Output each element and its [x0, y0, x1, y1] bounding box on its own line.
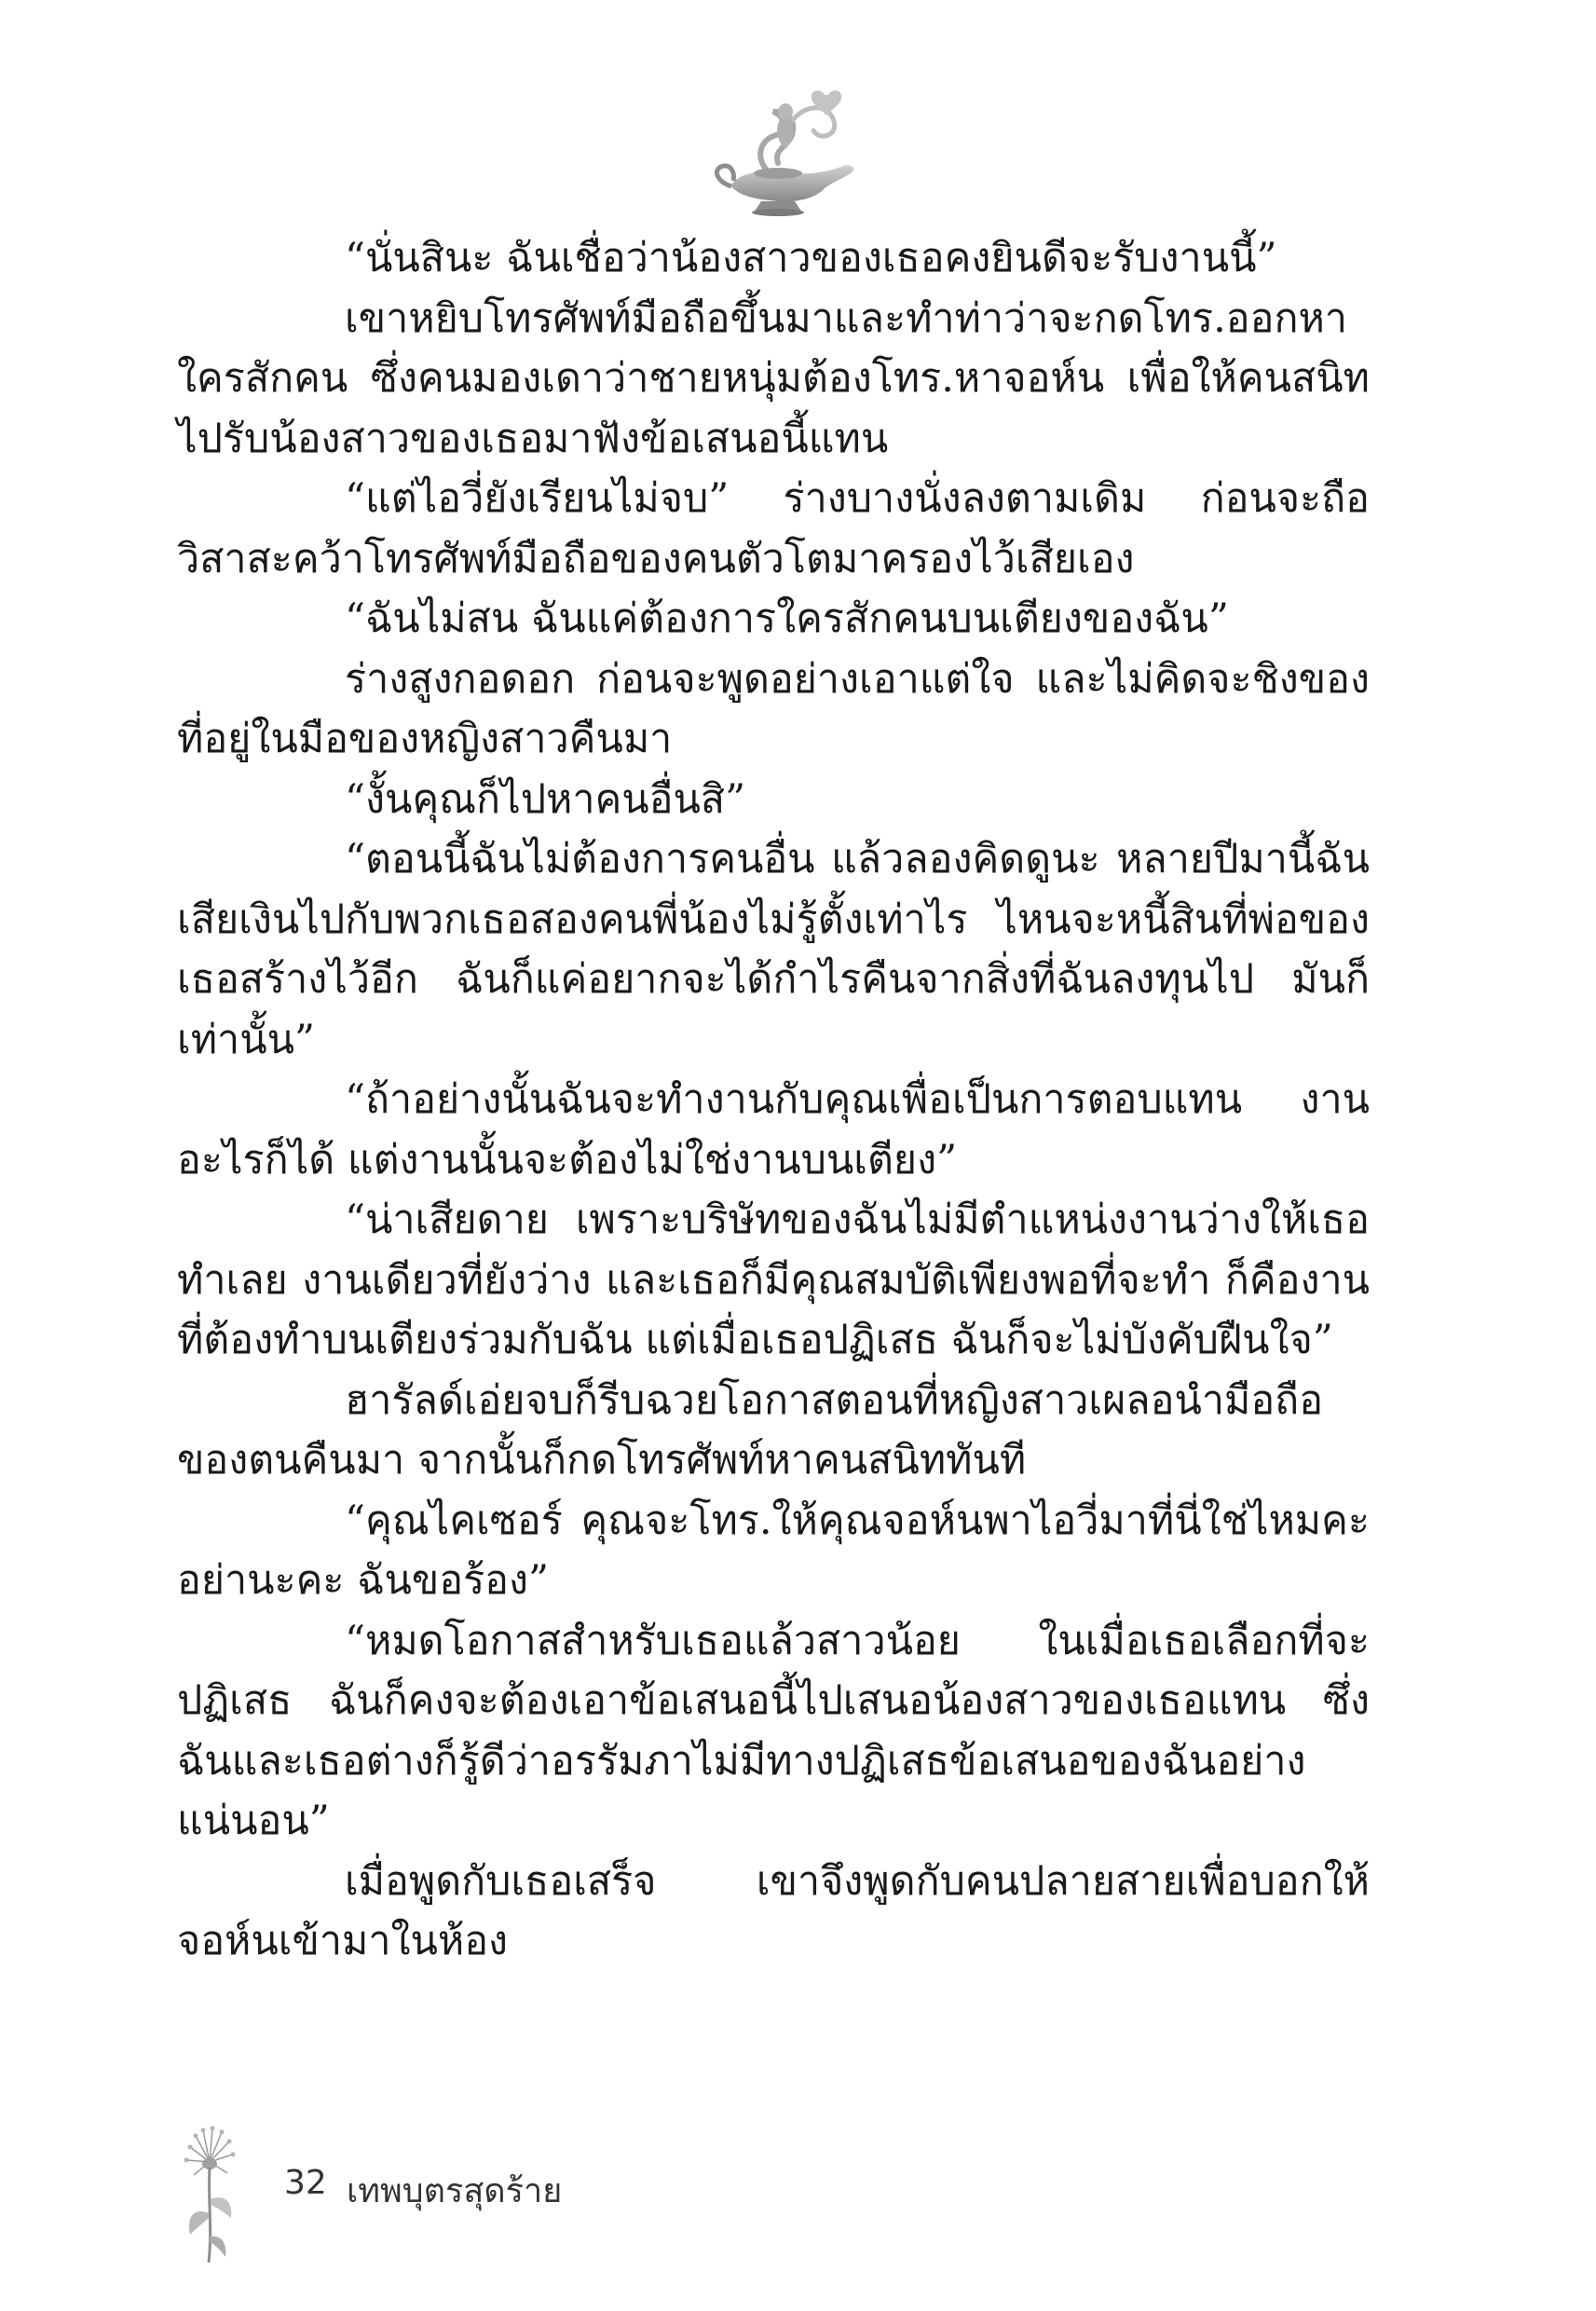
paragraph: ฮารัลด์เอ่ยจบก็รีบฉวยโอกาสตอนที่หญิงสาวเผลอนำมือถือของตนคืนมา จากนั้นก็กดโทรศัพท์หาคนสนิททันที [177, 1376, 1324, 1484]
paragraph: “น่าเสียดาย เพราะบริษัทของฉันไม่มีตำแหน่งงานว่างให้เธอทำเลย งานเดียวที่ยังว่าง และเธอก็มีคุณสมบัติเพียงพอที่จะทำ ก็คืองานที่ต้องทำบนเตียงร่วมกับฉัน แต่เมื่อเธอปฏิเสธ ฉันก็จะไม่บังคับฝืนใจ” [177, 1197, 1370, 1363]
genie-lamp-icon [703, 84, 862, 224]
paragraph: “หมดโอกาสสำหรับเธอแล้วสาวน้อย ในเมื่อเธอเลือกที่จะปฏิเสธ ฉันก็คงจะต้องเอาข้อเสนอนี้ไปเสนอน้องสาวของเธอแทน ซึ่งฉันและเธอต่างก็รู้ดีว่าอรรัมภาไม่มีทางปฏิเสธข้อเสนอของฉันอย่างแน่นอน” [177, 1617, 1370, 1844]
paragraph: “ตอนนี้ฉันไม่ต้องการคนอื่น แล้วลองคิดดูนะ หลายปีมานี้ฉันเสียเงินไปกับพวกเธอสองคนพี่น้องไม่รู้ตั้งเท่าไร ไหนจะหนี้สินที่พ่อของเธอสร้างไว้อีก ฉันก็แค่อยากจะได้กำไรคืนจากสิ่งที่ฉันลงทุนไป มันก็เท่านั้น” [177, 836, 1370, 1063]
book-title: เทพบุตรสุดร้าย [347, 2172, 563, 2210]
paragraph: เมื่อพูดกับเธอเสร็จ เขาจึงพูดกับคนปลายสายเพื่อบอกให้จอห์นเข้ามาในห้อง [177, 1857, 1370, 1964]
paragraph: ร่างสูงกอดอก ก่อนจะพูดอย่างเอาแต่ใจ และไม่คิดจะชิงของที่อยู่ในมือของหญิงสาวคืนมา [177, 655, 1370, 762]
paragraph: “ถ้าอย่างนั้นฉันจะทำงานกับคุณเพื่อเป็นการตอบแทน งานอะไรก็ได้ แต่งานนั้นจะต้องไม่ใช่งานบนเตียง” [177, 1076, 1370, 1183]
paragraph: “แต่ไอวี่ยังเรียนไม่จบ” ร่างบางนั่งลงตามเดิม ก่อนจะถือวิสาสะคว้าโทรศัพท์มือถือของคนตัวโตมาครองไว้เสียเอง [177, 475, 1370, 582]
paragraph: “นั่นสินะ ฉันเชื่อว่าน้องสาวของเธอคงยินดีจะรับงานนี้” [345, 235, 1277, 281]
paragraph: เขาหยิบโทรศัพท์มือถือขึ้นมาและทำท่าว่าจะกดโทร.ออกหาใครสักคน ซึ่งคนมองเดาว่าชายหนุ่มต้องโทร.หาจอห์น เพื่อให้คนสนิทไปรับน้องสาวของเธอมาฟังข้อเสนอนี้แทน [177, 294, 1370, 462]
paragraph: “งั้นคุณก็ไปหาคนอื่นสิ” [345, 775, 746, 823]
paragraph: “คุณไคเซอร์ คุณจะโทร.ให้คุณจอห์นพาไอวี่มาที่นี่ใช่ไหมคะ อย่านะคะ ฉันขอร้อง” [177, 1497, 1370, 1604]
page-footer [177, 2125, 736, 2264]
paragraph: “ฉันไม่สน ฉันแค่ต้องการใครสักคนบนเตียงของฉัน” [345, 595, 1229, 642]
body-text [177, 228, 1370, 1972]
page-number: 32 [284, 2164, 327, 2202]
flower-icon [177, 2125, 242, 2264]
